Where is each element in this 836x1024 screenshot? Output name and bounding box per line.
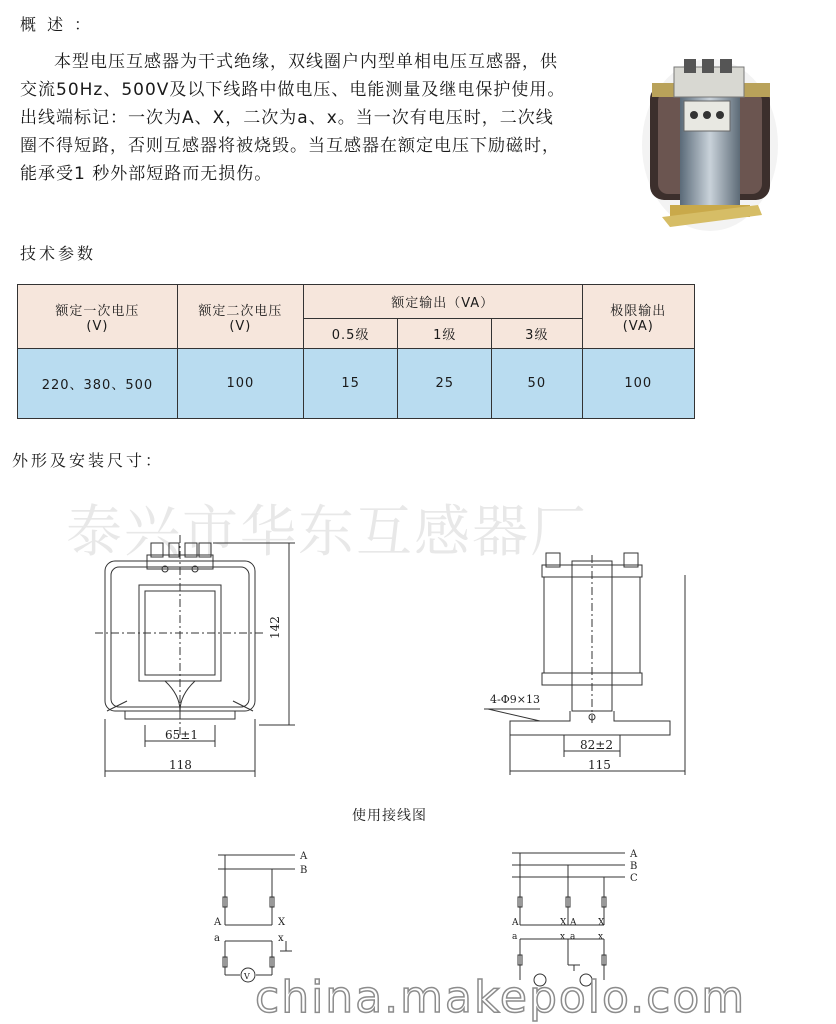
- overview-line: 本型电压互感器为干式绝缘，双线圈户内型单相电压互感器，供: [54, 52, 558, 72]
- header-limit-unit: (VA): [622, 318, 654, 334]
- dim-front-width: 118: [169, 758, 192, 772]
- header-secondary: [177, 285, 303, 349]
- dim-height: 142: [268, 616, 282, 639]
- wire-sec-a: a: [214, 933, 220, 944]
- header-class-1: 1级: [398, 319, 492, 349]
- cell-limit: 100: [582, 349, 694, 419]
- cell-secondary: 100: [177, 349, 303, 419]
- wire3-prim-x2: X: [598, 918, 605, 928]
- wire3-line-c: C: [630, 873, 638, 884]
- overview-line: 能承受1 秒外部短路而无损伤。: [20, 164, 273, 184]
- header-limit: [582, 285, 694, 349]
- wire3-prim-x1: X: [560, 918, 567, 928]
- company-watermark: 泰兴市华东互感器厂: [66, 500, 588, 565]
- overview-line: 出线端标记：一次为A、X，二次为a、x。当一次有电压时，二次线: [20, 108, 554, 128]
- wire3-prim-a: A: [512, 918, 519, 928]
- header-class-3: 3级: [492, 319, 582, 349]
- header-primary: [18, 285, 178, 349]
- cell-class-05: 15: [303, 349, 398, 419]
- wire-sec-x: x: [278, 933, 284, 944]
- wire-prim-a: A: [214, 917, 222, 928]
- overview-heading: 概 述 ：: [20, 15, 94, 34]
- wire3-sec-a: a: [512, 932, 518, 942]
- header-limit-label: 极限输出: [610, 303, 667, 319]
- transformer-photo: [640, 55, 780, 235]
- spec-table: [17, 284, 695, 419]
- wire3-sec-x1: x: [560, 932, 566, 942]
- dim-front-inner: 65±1: [165, 728, 198, 742]
- voltmeter-label: V: [244, 972, 250, 981]
- header-secondary-unit: (V): [229, 318, 252, 334]
- site-watermark: china.makepolo.com: [255, 972, 747, 1023]
- wire3-sec-x2: x: [598, 932, 604, 942]
- cell-class-3: 50: [492, 349, 582, 419]
- wire3-line-a: A: [630, 849, 638, 860]
- header-class-05: 0.5级: [303, 319, 398, 349]
- header-primary-unit: (V): [86, 318, 109, 334]
- wire-line-a: A: [300, 851, 308, 862]
- dimensions-heading: 外形及安装尺寸：: [12, 451, 165, 470]
- side-view-drawing: [480, 545, 695, 780]
- wire-line-b: B: [300, 865, 308, 876]
- cell-primary: 220、380、500: [18, 349, 178, 419]
- header-output: 额定输出（VA）: [303, 285, 582, 319]
- header-primary-label: 额定一次电压: [55, 303, 140, 319]
- front-view-drawing: [95, 535, 305, 780]
- header-secondary-label: 额定二次电压: [198, 303, 283, 319]
- dim-side-width: 115: [588, 758, 611, 772]
- overview-text: [20, 48, 620, 188]
- dim-holes: 4-Φ9×13: [490, 693, 540, 706]
- dim-side-inner: 82±2: [580, 738, 613, 752]
- wire3-prim-a2: A: [570, 918, 577, 928]
- wire3-line-b: B: [630, 861, 638, 872]
- wire-prim-x: X: [278, 917, 286, 928]
- wiring-heading: 使用接线图: [352, 808, 427, 824]
- overview-line: 交流50Hz、500V及以下线路中做电压、电能测量及继电保护使用。: [20, 80, 566, 100]
- overview-line: 圈不得短路，否则互感器将被烧毁。当互感器在额定电压下励磁时，: [20, 136, 560, 156]
- specs-heading: 技术参数: [20, 244, 97, 263]
- cell-class-1: 25: [398, 349, 492, 419]
- wire3-sec-a2: a: [570, 932, 576, 942]
